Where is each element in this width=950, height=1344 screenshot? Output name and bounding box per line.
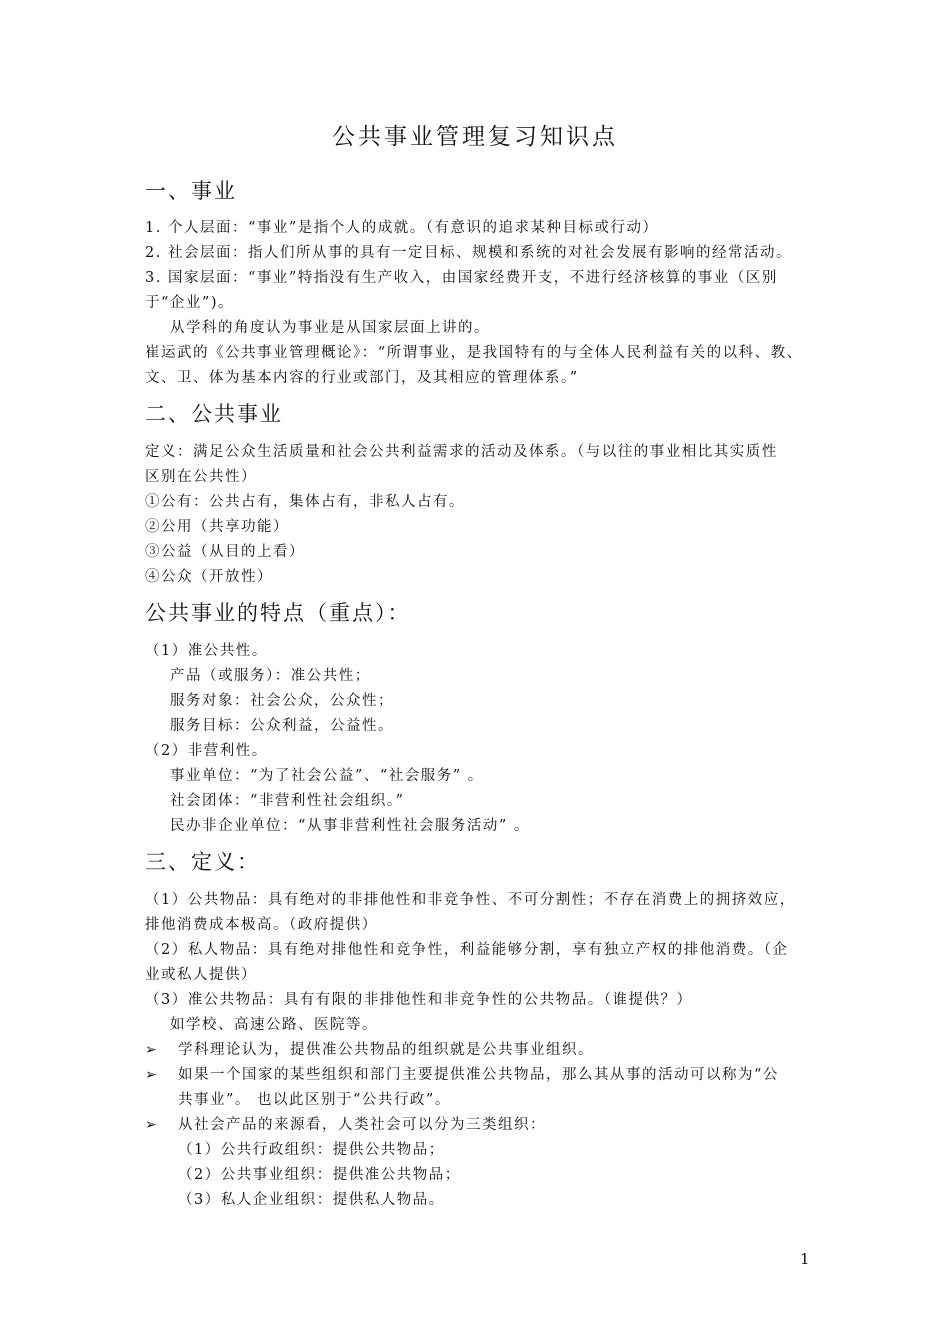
paragraph-line: 事业单位：“为了社会公益”、“社会服务” 。 [170,768,484,784]
arrow-bullet-icon: ➢ [145,1042,157,1058]
paragraph-line: 于“企业”)。 [145,295,234,311]
section-heading-gonggong-shiye: 二、公共事业 [145,402,283,426]
paragraph-line: 文、卫、体为基本内容的行业或部门，及其相应的管理体系。” [145,370,579,386]
page-number: 1 [800,1250,810,1268]
paragraph-line: 业或私人提供） [145,967,257,983]
paragraph-line: ④公众（开放性） [145,569,273,585]
paragraph-line: ③公益（从目的上看） [145,544,305,560]
bullet-item: 学科理论认为，提供准公共物品的组织就是公共事业组织。 [178,1042,594,1058]
paragraph-line: 排他消费成本极高。（政府提供） [145,917,378,933]
arrow-bullet-icon: ➢ [145,1117,157,1133]
paragraph-line: ①公有：公共占有，集体占有，非私人占有。 [145,494,465,510]
paragraph-line: 社会团体：“非营利性社会组织。” [170,793,405,809]
sub-item: （2）公共事业组织：提供准公共物品； [178,1167,461,1183]
paragraph-line: 3. 国家层面：“事业”特指没有生产收入，由国家经费开支，不进行经济核算的事业（区别 [145,270,778,286]
paragraph-line: （1）准公共性。 [145,643,268,659]
paragraph-line: ②公用（共享功能） [145,519,289,535]
bullet-item: 从社会产品的来源看，人类社会可以分为三类组织： [178,1117,546,1133]
paragraph-line: 1. 个人层面：“事业”是指个人的成就。（有意识的追求某种目标或行动） [145,220,659,236]
paragraph-line: （2）私人物品：具有绝对排他性和竞争性，利益能够分割，享有独立产权的排他消费。（企 [145,942,789,958]
sub-item: （3）私人企业组织：提供私人物品。 [178,1192,445,1208]
section-heading-features: 公共事业的特点（重点）： [145,601,411,625]
paragraph-line: 崔运武的《公共事业管理概论》：“所谓事业，是我国特有的与全体人民利益有关的以科、教、 [145,345,803,361]
paragraph-line: 产品（或服务）：准公共性； [170,668,371,684]
paragraph-line: 从学科的角度认为事业是从国家层面上讲的。 [170,320,490,336]
paragraph-line: 服务目标：公众利益，公益性。 [170,718,394,734]
section-heading-shiye: 一、事业 [145,179,237,203]
arrow-bullet-icon: ➢ [145,1067,157,1083]
paragraph-line: 民办非企业单位：“从事非营利性社会服务活动” 。 [170,818,530,834]
paragraph-line: 如学校、高速公路、医院等。 [170,1017,378,1033]
paragraph-line: 2. 社会层面：指人们所从事的具有一定目标、规模和系统的对社会发展有影响的经常活动。 [145,245,792,261]
paragraph-line: 区别在公共性） [145,469,257,485]
sub-item: （1）公共行政组织：提供公共物品； [178,1142,445,1158]
paragraph-line: （1）公共物品：具有绝对的非排他性和非竞争性、不可分割性；不存在消费上的拥挤效应， [145,892,796,908]
bullet-item-continued: 共事业”。 也以此区别于“公共行政”。 [178,1092,451,1108]
bullet-item: 如果一个国家的某些组织和部门主要提供准公共物品，那么其从事的活动可以称为“公 [178,1067,779,1083]
document-title: 公共事业管理复习知识点 [332,124,618,150]
paragraph-line: 服务对象：社会公众，公众性； [170,693,394,709]
section-heading-definitions: 三、定义： [145,850,260,874]
paragraph-line: 定义：满足公众生活质量和社会公共利益需求的活动及体系。（与以往的事业相比其实质性 [145,444,778,460]
paragraph-line: （3）准公共物品：具有有限的非排他性和非竞争性的公共物品。（谁提供？） [145,992,693,1008]
paragraph-line: （2）非营利性。 [145,743,268,759]
